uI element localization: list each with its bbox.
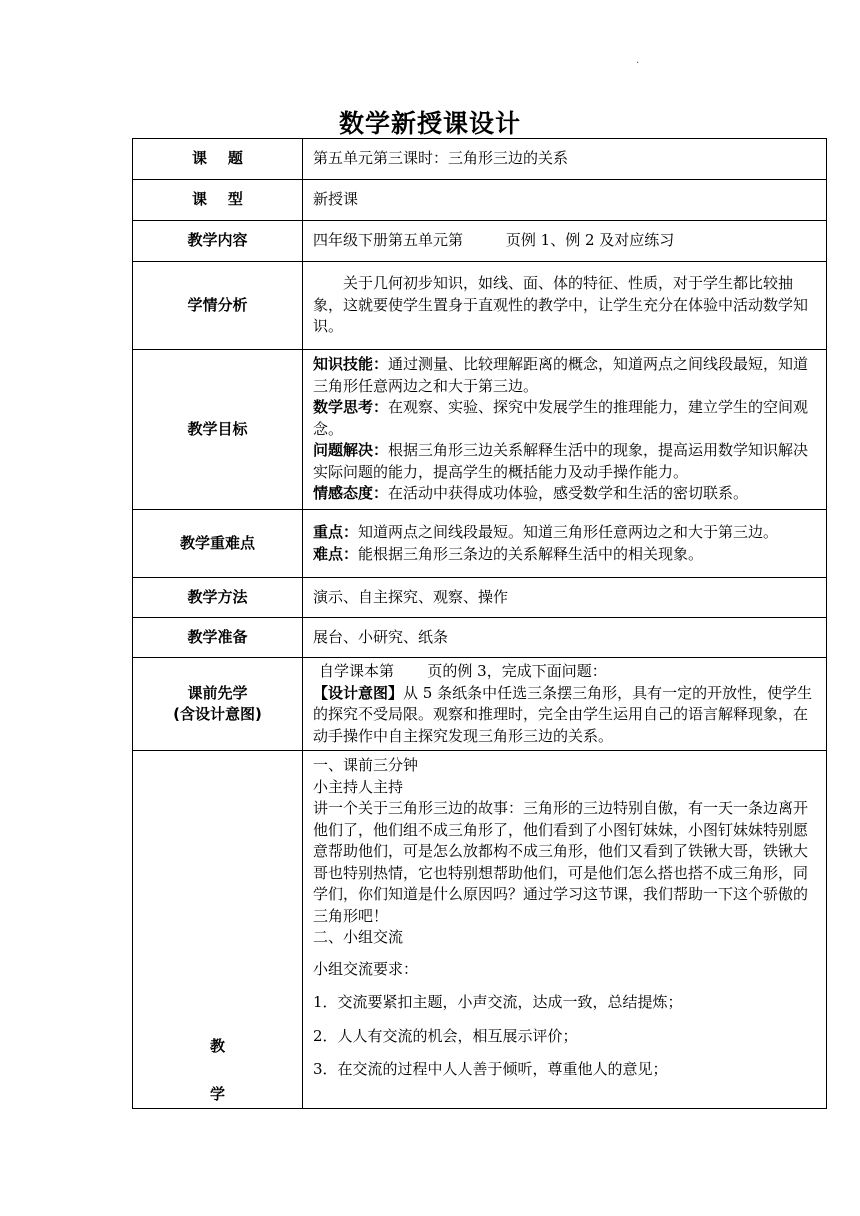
label-content: 教学内容 xyxy=(133,221,303,262)
value-process xyxy=(303,751,827,1109)
intent-key: 【设计意图】 xyxy=(313,683,404,702)
goal-item xyxy=(313,354,818,397)
process-line: 讲一个关于三角形三边的故事：三角形的三边特别自傲，有一天一条边离开他们了，他们组不成三角形了，他们看到了小图钉妹妹，小图钉妹妹特别愿意帮助他们，可是怎么放都构不成三角形，他们又看到了铁锹大哥，铁锹大哥也特别热情，它也特别想帮助他们，可是他们怎么搭也搭不成三角形，同学们，你们知道是什么原因吗？通过学习这节课，我们帮助一下这个骄傲的三角形吧！ xyxy=(313,799,809,925)
value-content: 四年级下册第五单元第 页例 1、例 2 及对应练习 xyxy=(303,221,827,262)
goal-key: 数学思考： xyxy=(313,398,389,417)
goal-key: 知识技能： xyxy=(313,355,389,374)
label-topic: 课 题 xyxy=(133,139,303,180)
label-type: 课 型 xyxy=(133,180,303,221)
key-point-key: 难点： xyxy=(313,544,359,563)
label-goals: 教学目标 xyxy=(133,350,303,510)
label-preview-line1: 课前先学 xyxy=(187,683,248,702)
goal-item xyxy=(313,483,818,505)
label-preview xyxy=(133,658,303,751)
page-title: 数学新授课设计 xyxy=(338,109,521,138)
process-line: 小主持人主持 xyxy=(313,777,404,796)
requirement-item: 2．人人有交流的机会，相互展示评价； xyxy=(313,1026,578,1045)
row-content xyxy=(133,221,827,262)
row-type xyxy=(133,180,827,221)
process-line: 二、小组交流 xyxy=(313,928,404,946)
goal-text: 根据三角形三边关系解释生活中的现象，提高运用数学知识解决实际问题的能力，提高学生的概括能力及动手操作能力。 xyxy=(313,441,809,481)
key-point-text: 知道两点之间线段最短。知道三角形任意两边之和大于第三边。 xyxy=(358,523,779,541)
row-prep xyxy=(133,618,827,658)
value-method: 演示、自主探究、观察、操作 xyxy=(303,578,827,618)
row-key-points xyxy=(133,510,827,578)
label-analysis: 学情分析 xyxy=(133,262,303,350)
value-analysis xyxy=(303,262,827,350)
key-point-text: 能根据三角形三条边的关系解释生活中的相关现象。 xyxy=(358,544,704,563)
row-method xyxy=(133,578,827,618)
requirement-item: 1．交流要紧扣主题，小声交流，达成一致，总结提炼； xyxy=(313,993,683,1011)
label-method: 教学方法 xyxy=(133,578,303,618)
value-prep: 展台、小研究、纸条 xyxy=(303,618,827,658)
label-preview-line2: (含设计意图) xyxy=(173,705,262,723)
goal-item xyxy=(313,440,818,483)
key-point-key: 重点： xyxy=(313,523,359,541)
row-topic xyxy=(133,139,827,180)
goal-text: 通过测量、比较理解距离的概念，知道两点之间线段最短，知道三角形任意两边之和大于第三边。 xyxy=(313,355,809,395)
requirement-item: 3．在交流的过程中人人善于倾听，尊重他人的意见； xyxy=(313,1060,668,1078)
goal-item xyxy=(313,397,818,440)
analysis-text: 关于几何初步知识，如线、面、体的特征、性质，对于学生都比较抽象，这就要使学生置身于直观性的教学中，让学生充分在体验中活动数学知识。 xyxy=(313,274,809,336)
goal-text: 在观察、实验、探究中发展学生的推理能力，建立学生的空间观念。 xyxy=(313,398,809,438)
process-line: 一、课前三分钟 xyxy=(313,756,419,774)
key-point-item xyxy=(313,522,818,544)
header-dot: · xyxy=(636,58,640,69)
row-analysis xyxy=(133,262,827,350)
value-goals xyxy=(303,350,827,510)
row-process xyxy=(133,751,827,1109)
label-key-points: 教学重难点 xyxy=(133,510,303,578)
goal-text: 在活动中获得成功体验，感受数学和生活的密切联系。 xyxy=(388,484,749,503)
row-preview xyxy=(133,658,827,751)
label-prep: 教学准备 xyxy=(133,618,303,658)
preview-intent xyxy=(313,683,818,748)
label-process-char: 学 xyxy=(209,1084,225,1103)
value-preview xyxy=(303,658,827,751)
value-type: 新授课 xyxy=(303,180,827,221)
preview-line: 自学课本第 页的例 3，完成下面问题： xyxy=(319,662,607,680)
value-topic: 第五单元第三课时：三角形三边的关系 xyxy=(303,139,827,180)
requirements-title: 小组交流要求： xyxy=(313,959,419,978)
lesson-plan-table xyxy=(132,138,827,1109)
row-goals xyxy=(133,350,827,510)
value-key-points xyxy=(303,510,827,578)
goal-key: 问题解决： xyxy=(313,441,389,460)
goal-key: 情感态度： xyxy=(313,484,389,503)
label-process-char: 教 xyxy=(209,1037,225,1055)
intent-text: 从 5 条纸条中任选三条摆三角形，具有一定的开放性，使学生的探究不受局限。观察和推理时，完全由学生运用自己的语言解释现象，在动手操作中自主探究发现三角形三边的关系。 xyxy=(313,683,813,745)
label-process xyxy=(133,751,303,1109)
key-point-item xyxy=(313,544,818,566)
